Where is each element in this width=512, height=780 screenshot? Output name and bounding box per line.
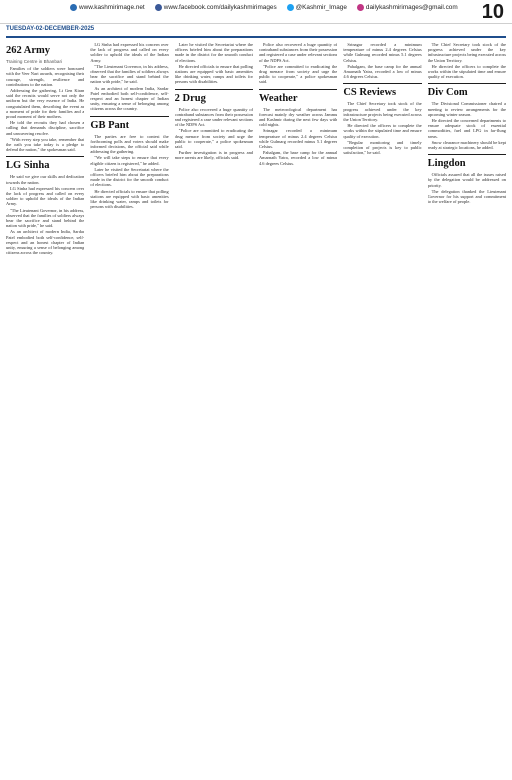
website-link[interactable] <box>70 4 145 11</box>
paragraph: Pahalgam, the base camp for the annual Amarnath Yatra, recorded a low of minus 4.6 degrees Celsius. <box>343 63 422 80</box>
paragraph: Officials assured that all the issues raised by the delegation would be addressed on priority. <box>427 172 506 188</box>
masthead-strip <box>0 0 512 24</box>
twitter-icon <box>287 4 294 11</box>
headline-2-drug: 2 Drug <box>174 92 206 104</box>
column-3 <box>175 42 253 776</box>
instagram-icon <box>357 4 364 11</box>
page-number: 10 <box>481 1 504 23</box>
paragraph: The Divisional Commissioner chaired a meeting to review arrangements for the upcoming winter season. <box>427 101 506 117</box>
facebook-link[interactable] <box>155 4 277 11</box>
paragraph: He said we give our skills and dedication towards the nation. <box>6 174 85 185</box>
headline-cs-reviews: CS Reviews <box>343 87 397 99</box>
website-text: www.kashmirimage.net <box>79 4 145 11</box>
article-divider <box>428 83 506 84</box>
paragraph: He told the recruits they had chosen a calling that demands discipline, sacrifice and unwavering resolve. <box>6 120 85 136</box>
headline-262-army: 262 Army <box>6 45 51 56</box>
paragraph: The delegation thanked the Lieutenant Governor for his support and commitment to the welfare of people. <box>427 188 506 205</box>
paragraph: As an architect of modern India, Sardar Patel embodied both self-confidence, self-respect and an honest chapter of Indian unity, ensuring a sense of belonging among citizens across the country. <box>90 85 169 112</box>
paragraph: Police also recovered a huge quantity of contraband substances from their possession and registered a case under relevant sections of the NDPS Act. <box>174 106 253 128</box>
column-6 <box>428 42 506 776</box>
newspaper-page <box>6 42 506 776</box>
paragraph: He directed the officers to complete the works within the stipulated time and ensure quality of execution. <box>427 63 506 80</box>
headline-lg-sinha: LG Sinha <box>6 160 50 172</box>
article-divider <box>90 116 168 117</box>
column-2 <box>90 42 168 776</box>
email-link[interactable] <box>357 4 458 11</box>
paragraph: Srinagar recorded a minimum temperature of minus 2.4 degrees Celsius while Gulmarg recorded minus 5.1 degrees Celsius. <box>343 42 422 63</box>
paragraph: The Chief Secretary took stock of the progress achieved under the key infrastructure projects being executed across the Union Territory. <box>343 101 422 123</box>
headline-gb-pant: GB Pant <box>90 119 130 131</box>
paragraph: Later he visited the Secretariat where the officers briefed him about the preparations made in the district for the smooth conduct of elections. <box>90 166 169 188</box>
paragraph: "Police are committed to eradicating the drug menace from society and urge the public to cooperate," a police spokesman said. <box>259 63 338 85</box>
headline-lingdon: Lingdon <box>427 158 466 170</box>
paragraph: The parties are free to contest the forthcoming polls and voters should make informed decisions, the official said while addressing the gathering. <box>90 133 169 155</box>
paragraph: "Regular monitoring and timely completion of projects is key to public satisfaction," he said. <box>343 139 422 156</box>
social-links <box>70 4 458 11</box>
dateline: TUESDAY-02-DECEMBER-2025 <box>6 26 95 32</box>
paragraph: Families of the soldiers were honoured with the Veer Nari awards, recognising their courage, strength, resilience and contributions to the nation. <box>6 66 85 87</box>
article-divider <box>6 156 84 157</box>
article-divider <box>259 89 337 90</box>
paragraph: Srinagar recorded a minimum temperature of minus 2.4 degrees Celsius while Gulmarg recorded minus 5.1 degrees Celsius. <box>259 128 338 150</box>
paragraph: "Police are committed to eradicating the drug menace from society and urge the public to cooperate," a police spokesman said. <box>174 128 253 150</box>
paragraph: Police also recovered a huge quantity of contraband substances from their possession and registered a case under relevant sections of the NDPS Act. <box>259 42 338 63</box>
paragraph: He directed the officers to complete the works within the stipulated time and ensure quality of execution. <box>343 123 422 139</box>
web-icon <box>70 4 77 11</box>
paragraph: "With every step you take, remember that the oath you take today is a pledge to defend the nation," the spokesman said. <box>6 136 85 153</box>
paragraph: As an architect of modern India, Sardar Patel embodied both self-confidence, self-respect and an honest chapter of Indian unity, ensuring a sense of belonging among citizens across the country. <box>6 229 85 256</box>
paragraph: The meteorological department has forecast mainly dry weather across Jammu and Kashmir during the next few days with cold nights. <box>259 106 338 128</box>
paragraph: "We will take steps to ensure that every eligible citizen is registered," he added. <box>90 155 169 166</box>
paragraph: Addressing the gathering, Lt Gen Kiran said the recruits would serve not only the uniform but the very essence of India. He congratulated them, describing the event as a moment of pride for their families and a proud moment of their mothers. <box>6 88 85 120</box>
subhead-262-army: Training Centre in Bhanbari <box>6 59 63 64</box>
paragraph: Further investigation is in progress and more arrests are likely, officials said. <box>174 150 253 161</box>
paragraph: "The Lieutenant Governor, in his address, observed that the families of soldiers always bear the sacrifice and stand behind the nation with pride," he said. <box>6 207 85 229</box>
paragraph: LG Sinha had expressed his concern over the lack of progress and called on every soldier to uphold the ideals of the Indian Army. <box>90 42 169 63</box>
facebook-icon <box>155 4 162 11</box>
column-5 <box>343 42 421 776</box>
paragraph: LG Sinha had expressed his concern over the lack of progress and called on every soldier to uphold the ideals of the Indian Army. <box>6 185 85 207</box>
paragraph: He directed officials to ensure that polling stations are equipped with basic amenities like drinking water, ramps and toilets for persons with disabilities. <box>174 63 253 85</box>
headline-div-com: Div Com <box>427 87 468 99</box>
paragraph: Pahalgam, the base camp for the annual Amarnath Yatra, recorded a low of minus 4.6 degrees Celsius. <box>259 150 338 166</box>
paragraph: He directed officials to ensure that polling stations are equipped with basic amenities like drinking water, ramps and toilets for persons with disabilities. <box>90 188 169 210</box>
paragraph: Later he visited the Secretariat where the officers briefed him about the preparations made in the district for the smooth conduct of elections. <box>174 42 253 63</box>
column-4 <box>259 42 337 776</box>
article-divider <box>343 83 421 84</box>
twitter-text: @Kashmir_Image <box>295 4 347 11</box>
email-text: dailykashmirimages@gmail.com <box>365 4 458 11</box>
twitter-link[interactable] <box>287 4 347 11</box>
paragraph: Snow clearance machinery should be kept ready at strategic locations, he added. <box>427 139 506 151</box>
facebook-text: www.facebook.com/dailykashmirimages <box>163 4 277 11</box>
column-1 <box>6 42 84 776</box>
article-divider <box>175 89 253 90</box>
paragraph: He directed the concerned departments to ensure adequate stock of essential commodities, fuel and LPG in far-flung areas. <box>427 118 506 139</box>
paragraph: The Chief Secretary took stock of the progress achieved under the key infrastructure projects being executed across the Union Territory. <box>427 42 506 63</box>
article-divider <box>428 154 506 155</box>
paragraph: "The Lieutenant Governor, in his address, observed that the families of soldiers always bear the sacrifice and stand behind the nation with pride," he said. <box>90 63 169 85</box>
headline-weather: Weather <box>259 92 298 104</box>
